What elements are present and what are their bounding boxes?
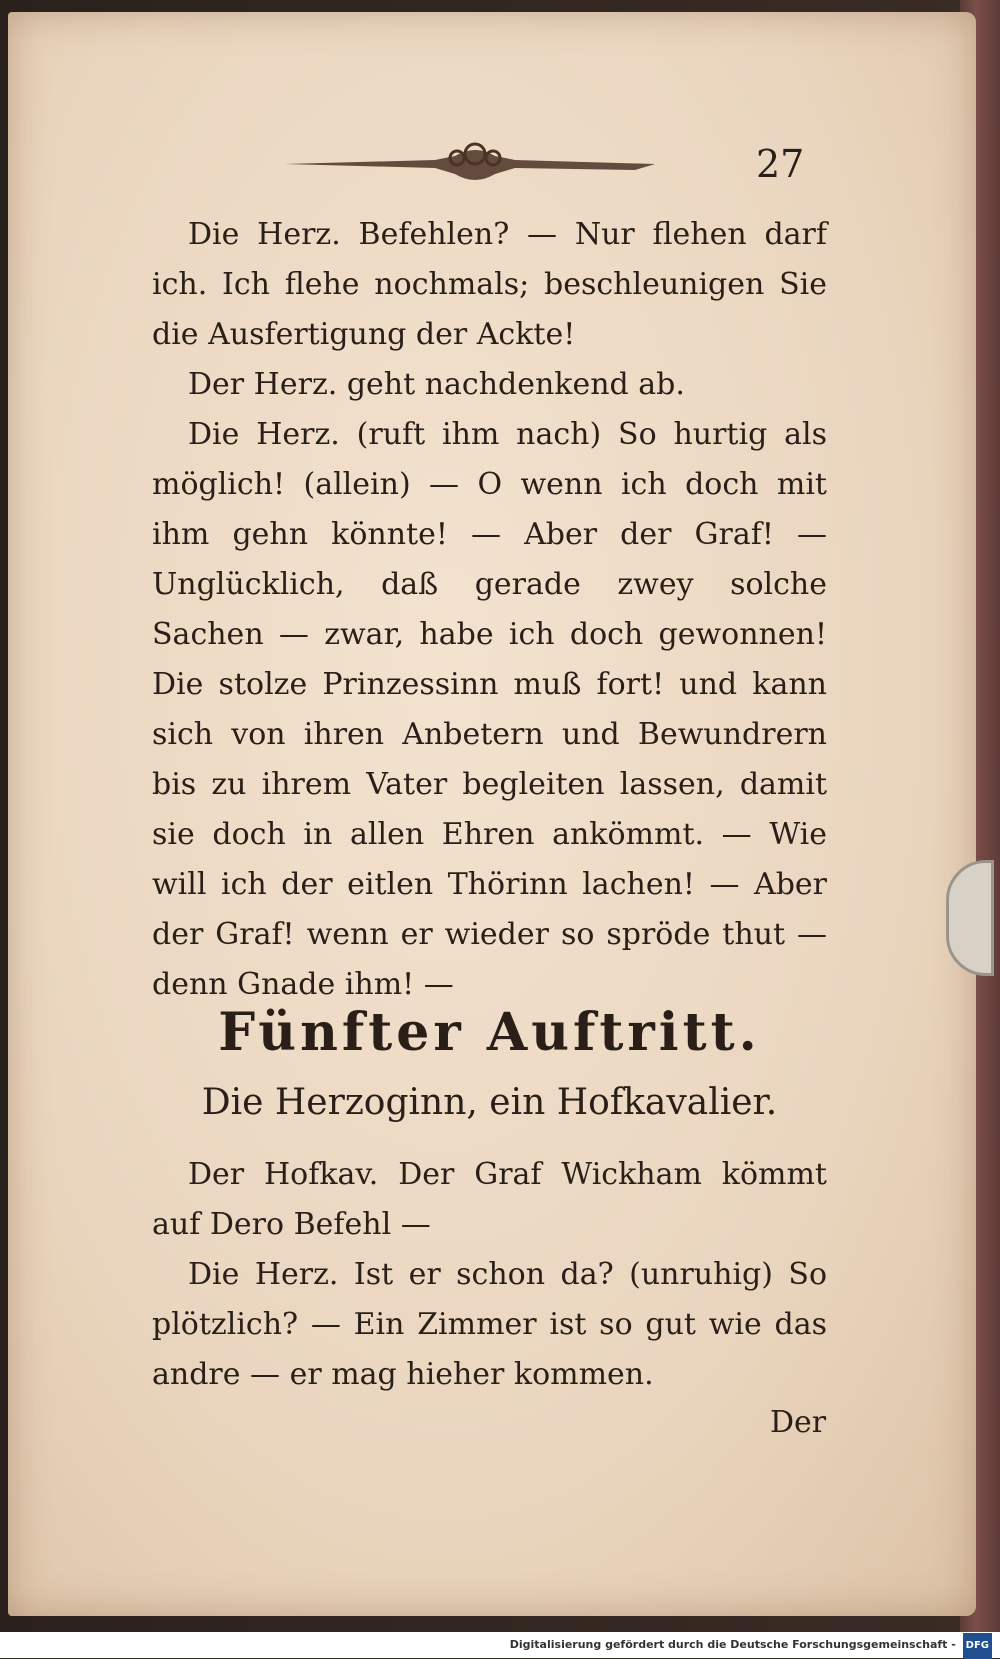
text-block-2	[152, 1150, 827, 1400]
paragraph: Die Herz. (ruft ihm nach) So hurtig als möglich! (allein) — O wenn ich doch mit ihm gehn könnte! — Aber der Graf! — Unglücklich, daß gerade zwey solche Sachen — zwar, habe ich doch gewonnen! Die stolze Prinzessinn muß fort! und kann sich von ihren Anbetern und Bewundrern bis zu ihrem Vater begleiten lassen, damit sie doch in allen Ehren ankömmt. — Wie will ich der eitlen Thörinn lachen! — Aber der Graf! wenn er wieder so spröde thut — denn Gnade ihm! —	[152, 417, 827, 1002]
footer-text: Digitalisierung gefördert durch die Deutsche Forschungsgemeinschaft -	[509, 1638, 956, 1651]
ornament-icon	[285, 134, 665, 194]
stage-direction: Der Herz. geht nachdenkend ab.	[188, 367, 685, 402]
page-number: 27	[756, 142, 805, 186]
page-clip	[946, 860, 994, 976]
dfg-logo: DFG	[963, 1633, 992, 1659]
catchword: Der	[770, 1405, 827, 1440]
paragraph: Die Herz. Ist er schon da? (unruhig) So plötzlich? — Ein Zimmer ist so gut wie das andre — er mag hieher kommen.	[152, 1257, 827, 1392]
scene-characters: Die Herzoginn, ein Hofkavalier.	[201, 1082, 778, 1123]
scene-heading: Fünfter Auftritt.	[218, 1002, 761, 1063]
paragraph: Der Hofkav. Der Graf Wickham kömmt auf Dero Befehl —	[152, 1157, 827, 1242]
text-block-1	[152, 210, 827, 1010]
footer	[0, 1632, 1000, 1658]
paragraph: Die Herz. Befehlen? — Nur flehen darf ich. Ich flehe nochmals; beschleunigen Sie die Ausfertigung der Ackte!	[152, 217, 827, 352]
